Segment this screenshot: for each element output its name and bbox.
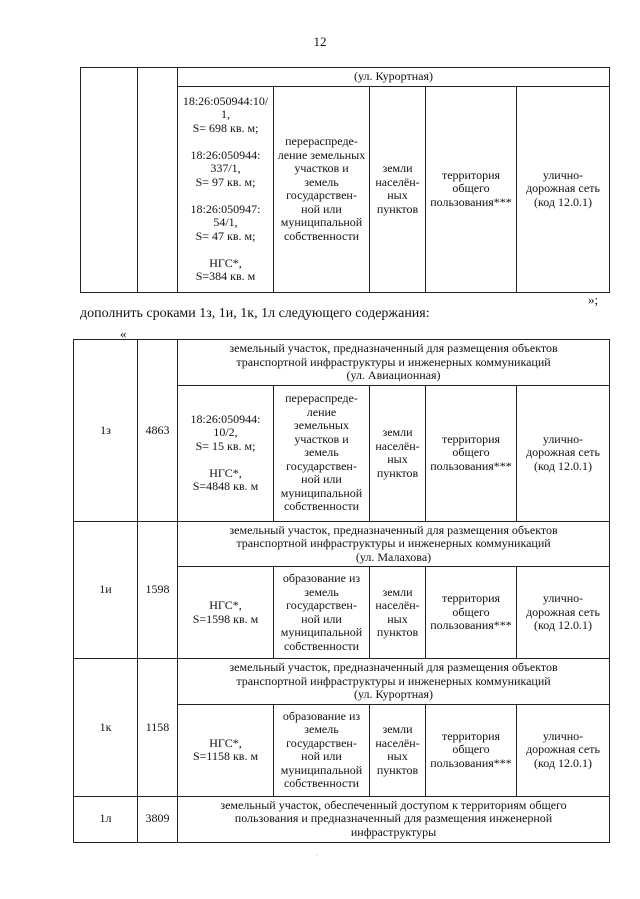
zone-cell: территория общего пользования*** bbox=[426, 385, 517, 521]
method-cell: образование из земель государствен- ной или муниципальной собственности bbox=[274, 567, 370, 659]
use-cell: улично- дорожная сеть (код 12.0.1) bbox=[517, 704, 610, 796]
table-row bbox=[74, 659, 610, 705]
table-row bbox=[74, 796, 610, 842]
use-cell: улично- дорожная сеть (код 12.0.1) bbox=[517, 567, 610, 659]
row-area: 1598 bbox=[138, 521, 178, 659]
row-area: 1158 bbox=[138, 659, 178, 797]
cell-num-empty bbox=[81, 68, 138, 293]
row-number: 1к bbox=[74, 659, 138, 797]
zone-cell: территория общего пользования*** bbox=[426, 86, 517, 292]
use-cell: улично- дорожная сеть (код 12.0.1) bbox=[517, 86, 610, 292]
stray-mark: · bbox=[316, 853, 318, 859]
row-title: земельный участок, предназначенный для размещения объектов транспортной инфраструктуры и инженерных коммуникаций (ул. Авиационная) bbox=[178, 340, 610, 386]
table-row bbox=[74, 521, 610, 567]
row-title: земельный участок, обеспеченный доступом к территориям общего пользования и предназначенный для размещения инженерной инфраструктуры bbox=[178, 796, 610, 842]
street-header: (ул. Курортная) bbox=[178, 68, 610, 87]
row-title: земельный участок, предназначенный для размещения объектов транспортной инфраструктуры и инженерных коммуникаций (ул. Малахова) bbox=[178, 521, 610, 567]
use-cell: улично- дорожная сеть (код 12.0.1) bbox=[517, 385, 610, 521]
row-area: 4863 bbox=[138, 340, 178, 522]
cadastral-cell: 18:26:050944:10/ 1, S= 698 кв. м; 18:26:050944: 337/1, S= 97 кв. м; 18:26:050947: 54/1, S= 47 кв. м; НГС*, S=384 кв. м bbox=[178, 86, 274, 292]
page-number: 12 bbox=[313, 34, 327, 49]
continued-table bbox=[80, 67, 610, 293]
category-cell: земли населён- ных пунктов bbox=[370, 704, 426, 796]
zone-cell: территория общего пользования*** bbox=[426, 567, 517, 659]
closing-quote: »; bbox=[588, 292, 599, 307]
method-cell: перераспреде- ление земельных участков и земель государствен- ной или муниципальной собственности bbox=[274, 86, 370, 292]
added-rows-table bbox=[73, 339, 610, 843]
table-row bbox=[74, 340, 610, 386]
method-cell: образование из земель государствен- ной или муниципальной собственности bbox=[274, 704, 370, 796]
row-area: 3809 bbox=[138, 796, 178, 842]
cadastral-cell: НГС*, S=1158 кв. м bbox=[178, 704, 274, 796]
method-cell: перераспреде- ление земельных участков и земель государствен- ной или муниципальной собственности bbox=[274, 385, 370, 521]
row-number: 1л bbox=[74, 796, 138, 842]
cell-area-empty bbox=[138, 68, 178, 293]
cadastral-cell: НГС*, S=1598 кв. м bbox=[178, 567, 274, 659]
row-number: 1з bbox=[74, 340, 138, 522]
category-cell: земли населён- ных пунктов bbox=[370, 567, 426, 659]
cadastral-cell: 18:26:050944: 10/2, S= 15 кв. м; НГС*, S=4848 кв. м bbox=[178, 385, 274, 521]
instruction-text: дополнить сроками 1з, 1и, 1к, 1л следующего содержания: bbox=[80, 306, 430, 321]
row-number: 1и bbox=[74, 521, 138, 659]
row-title: земельный участок, предназначенный для размещения объектов транспортной инфраструктуры и инженерных коммуникаций (ул. Курортная) bbox=[178, 659, 610, 705]
opening-quote: « bbox=[120, 326, 127, 341]
zone-cell: территория общего пользования*** bbox=[426, 704, 517, 796]
category-cell: земли населён- ных пунктов bbox=[370, 385, 426, 521]
category-cell: земли населён- ных пунктов bbox=[370, 86, 426, 292]
